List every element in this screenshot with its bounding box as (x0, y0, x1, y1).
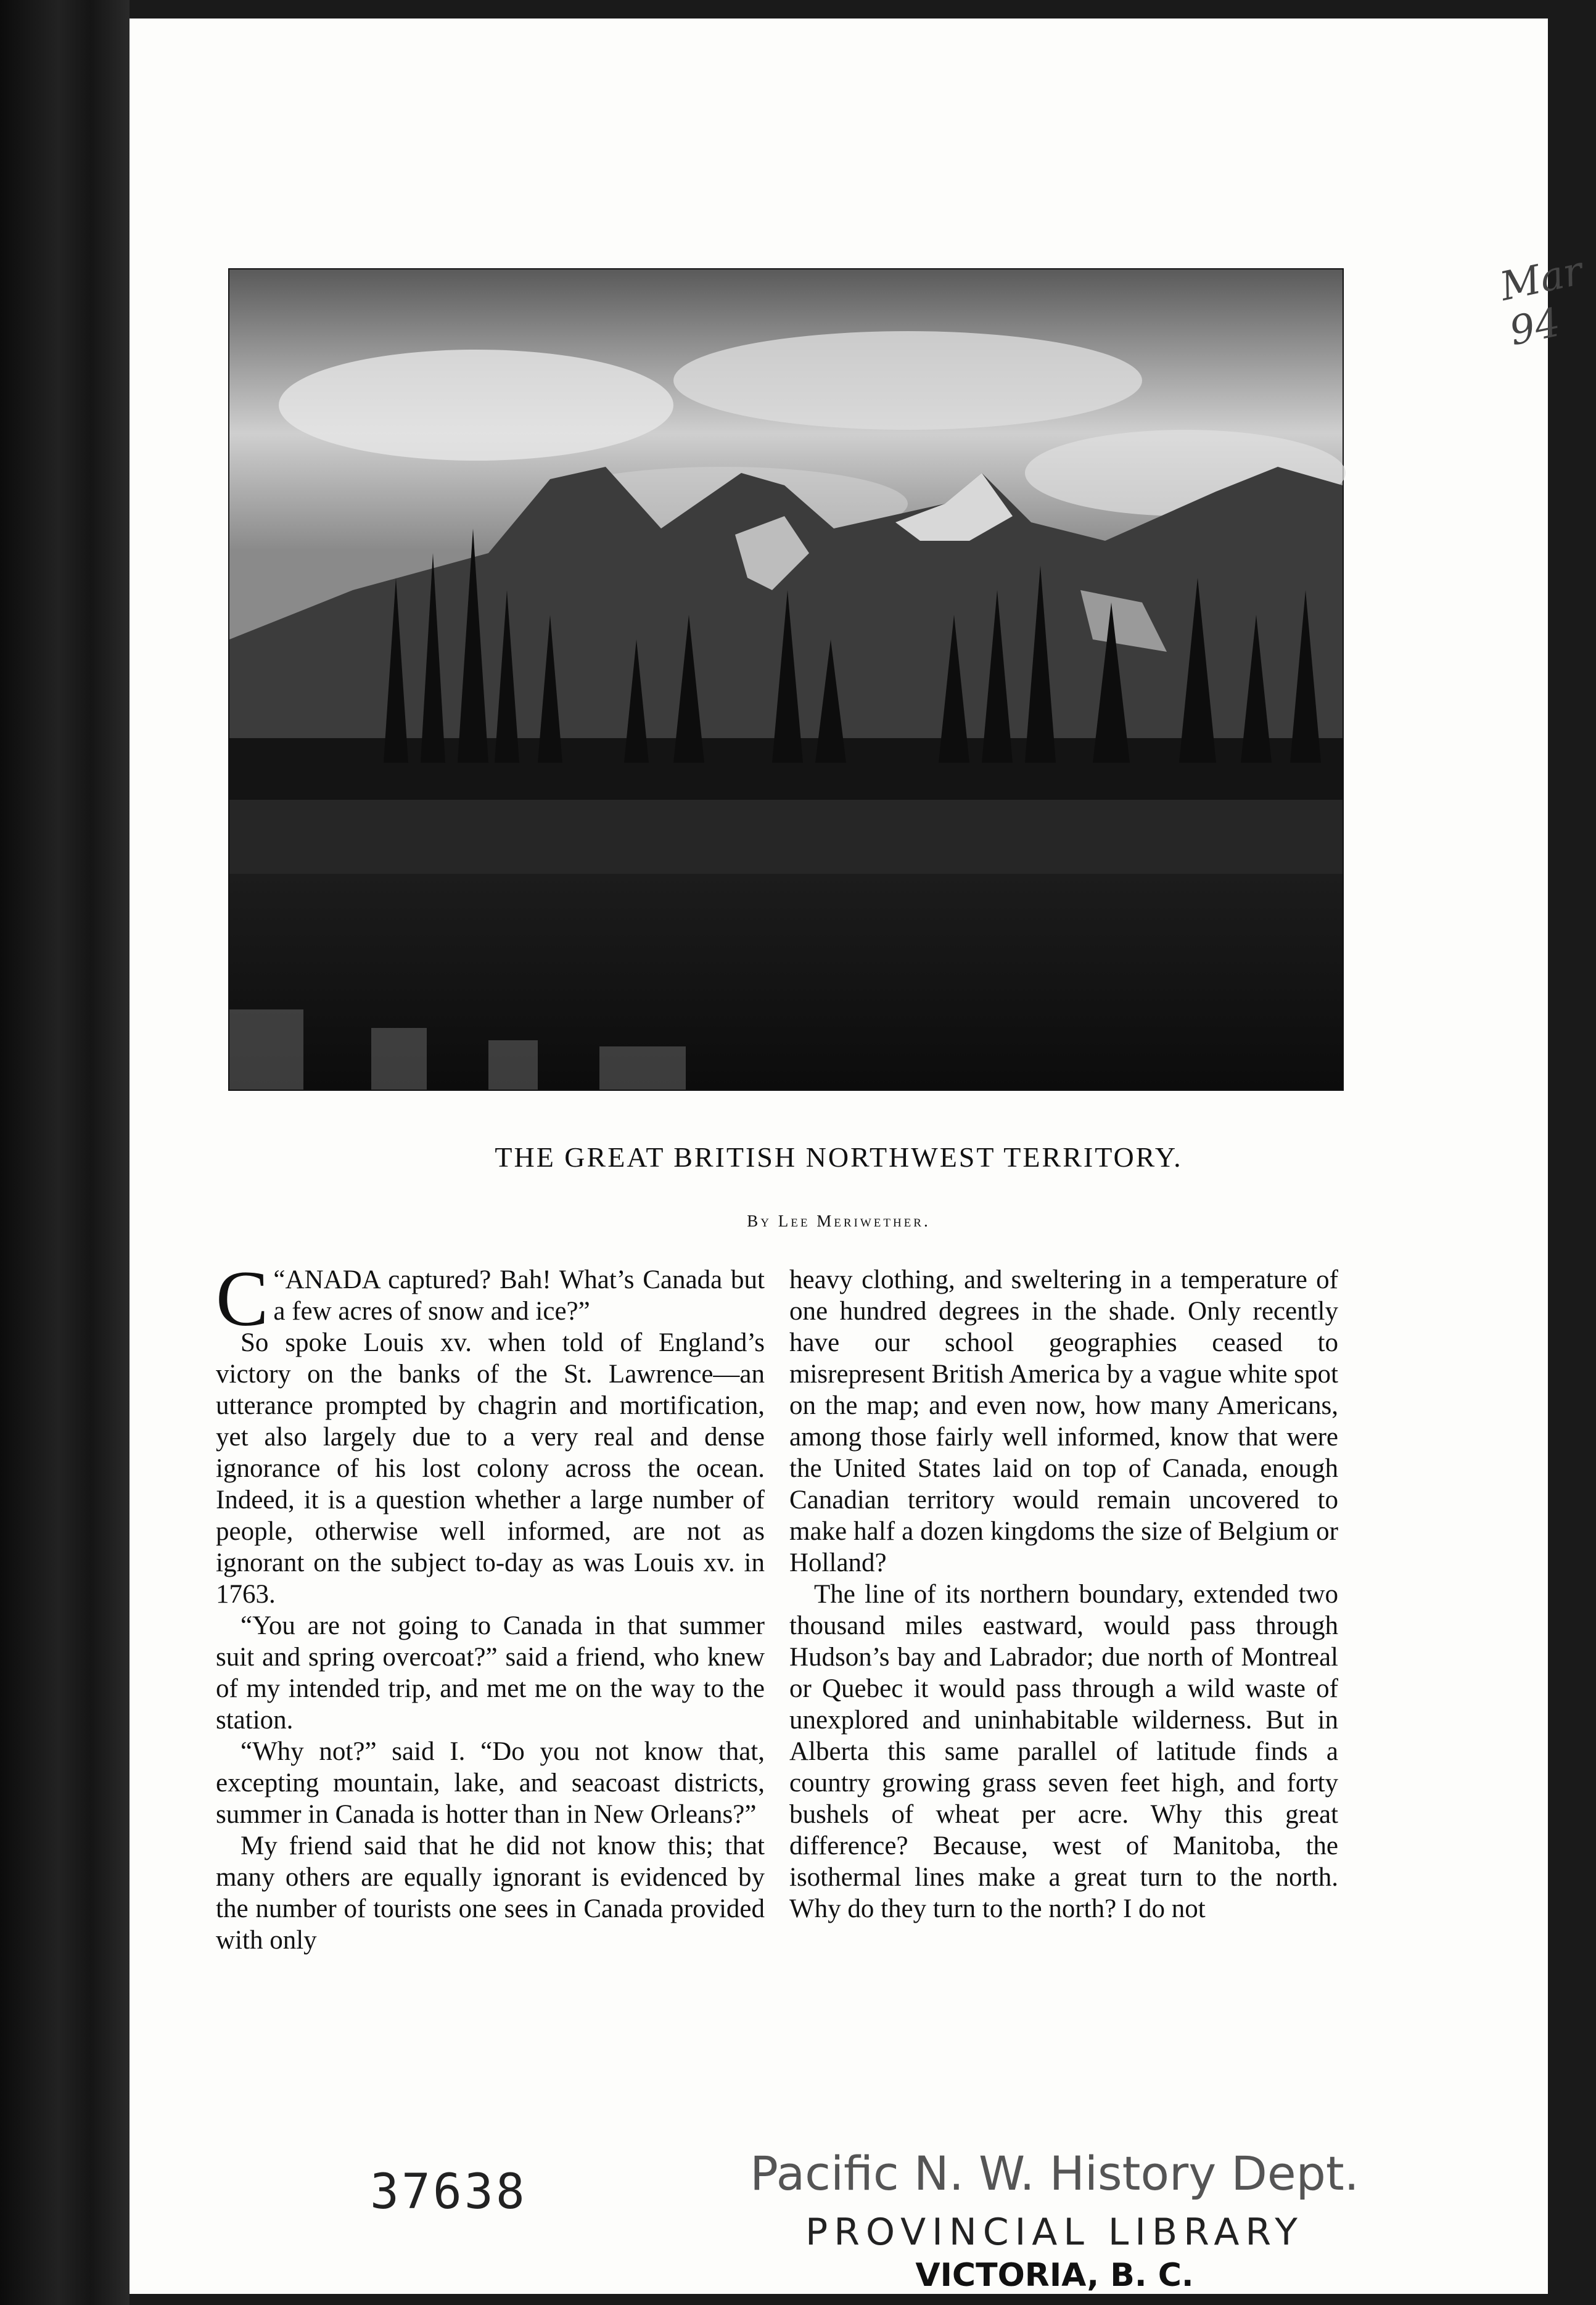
book-binding (0, 0, 130, 2305)
mountain-landscape-photo (228, 268, 1344, 1091)
document-page (130, 18, 1587, 2294)
paragraph: “You are not going to Canada in that summer suit and spring overcoat?” said a friend, who knew of my intended trip, and met me on the way to the station. (216, 1611, 765, 1735)
article-byline: By Lee Meriwether. (747, 1212, 931, 1230)
paragraph: “Why not?” said I. “Do you not know that, excepting mountain, lake, and seacoast districts, summer in Canada is hotter than in New Orleans?” (216, 1737, 765, 1829)
library-stamp-line2: PROVINCIAL LIBRARY (805, 2211, 1304, 2254)
accession-number: 37638 (370, 2164, 527, 2220)
paragraph: heavy clothing, and sweltering in a temperature of one hundred degrees in the shade. Only recently have our school geographies ceased to misrepresent British America by a vague white spot on the map; and even now, how many Americans, among those fairly well informed, know that were the United States laid on top of Canada, enough Canadian territory would remain uncovered to make half a dozen kingdoms the size of Belgium or Holland? (789, 1265, 1338, 1577)
library-stamp-line3: VICTORIA, B. C. (915, 2257, 1194, 2294)
photo-illustration (229, 269, 1343, 1090)
paragraph: The line of its northern boundary, extended two thousand miles eastward, would pass through Hudson’s bay and Labrador; due north of Montreal or Quebec it would pass through a wild waste of unexplored and uninhabitable wilderness. But in Alberta this same parallel of latitude finds a country growing grass seven feet high, and forty bushels of wheat per acre. Why this great difference? Because, west of Manitoba, the isothermal lines make a great turn to the north. Why do they turn to the north? I do not (789, 1580, 1338, 1923)
paragraph: So spoke Louis xv. when told of England’s victory on the banks of the St. Lawrence—an utterance prompted by chagrin and mortification, yet also largely due to a very real and dense ignorance of his lost colony across the ocean. Indeed, it is a question whether a large number of people, otherwise well informed, are not as ignorant on the subject to-day as was Louis xv. in 1763. (216, 1328, 765, 1609)
paragraph-text: ANADA captured? Bah! What’s Canada but a few acres of snow and ice?” (273, 1265, 765, 1326)
paragraph: My friend said that he did not know this; that many others are equally ignorant is evidenced by the number of tourists one sees in Canada provided with only (216, 1831, 765, 1955)
article-title: THE GREAT BRITISH NORTHWEST TERRITORY. (495, 1141, 1183, 1173)
right-text-column (789, 1264, 1338, 1925)
left-text-column (216, 1255, 765, 1956)
opening-quote: “ (273, 1265, 286, 1294)
handwritten-margin-note: Mar 94 (1496, 248, 1587, 355)
library-stamp-line1: Pacific N. W. History Dept. (750, 2146, 1359, 2201)
drop-cap: C (216, 1255, 269, 1342)
paragraph (216, 1255, 765, 1342)
